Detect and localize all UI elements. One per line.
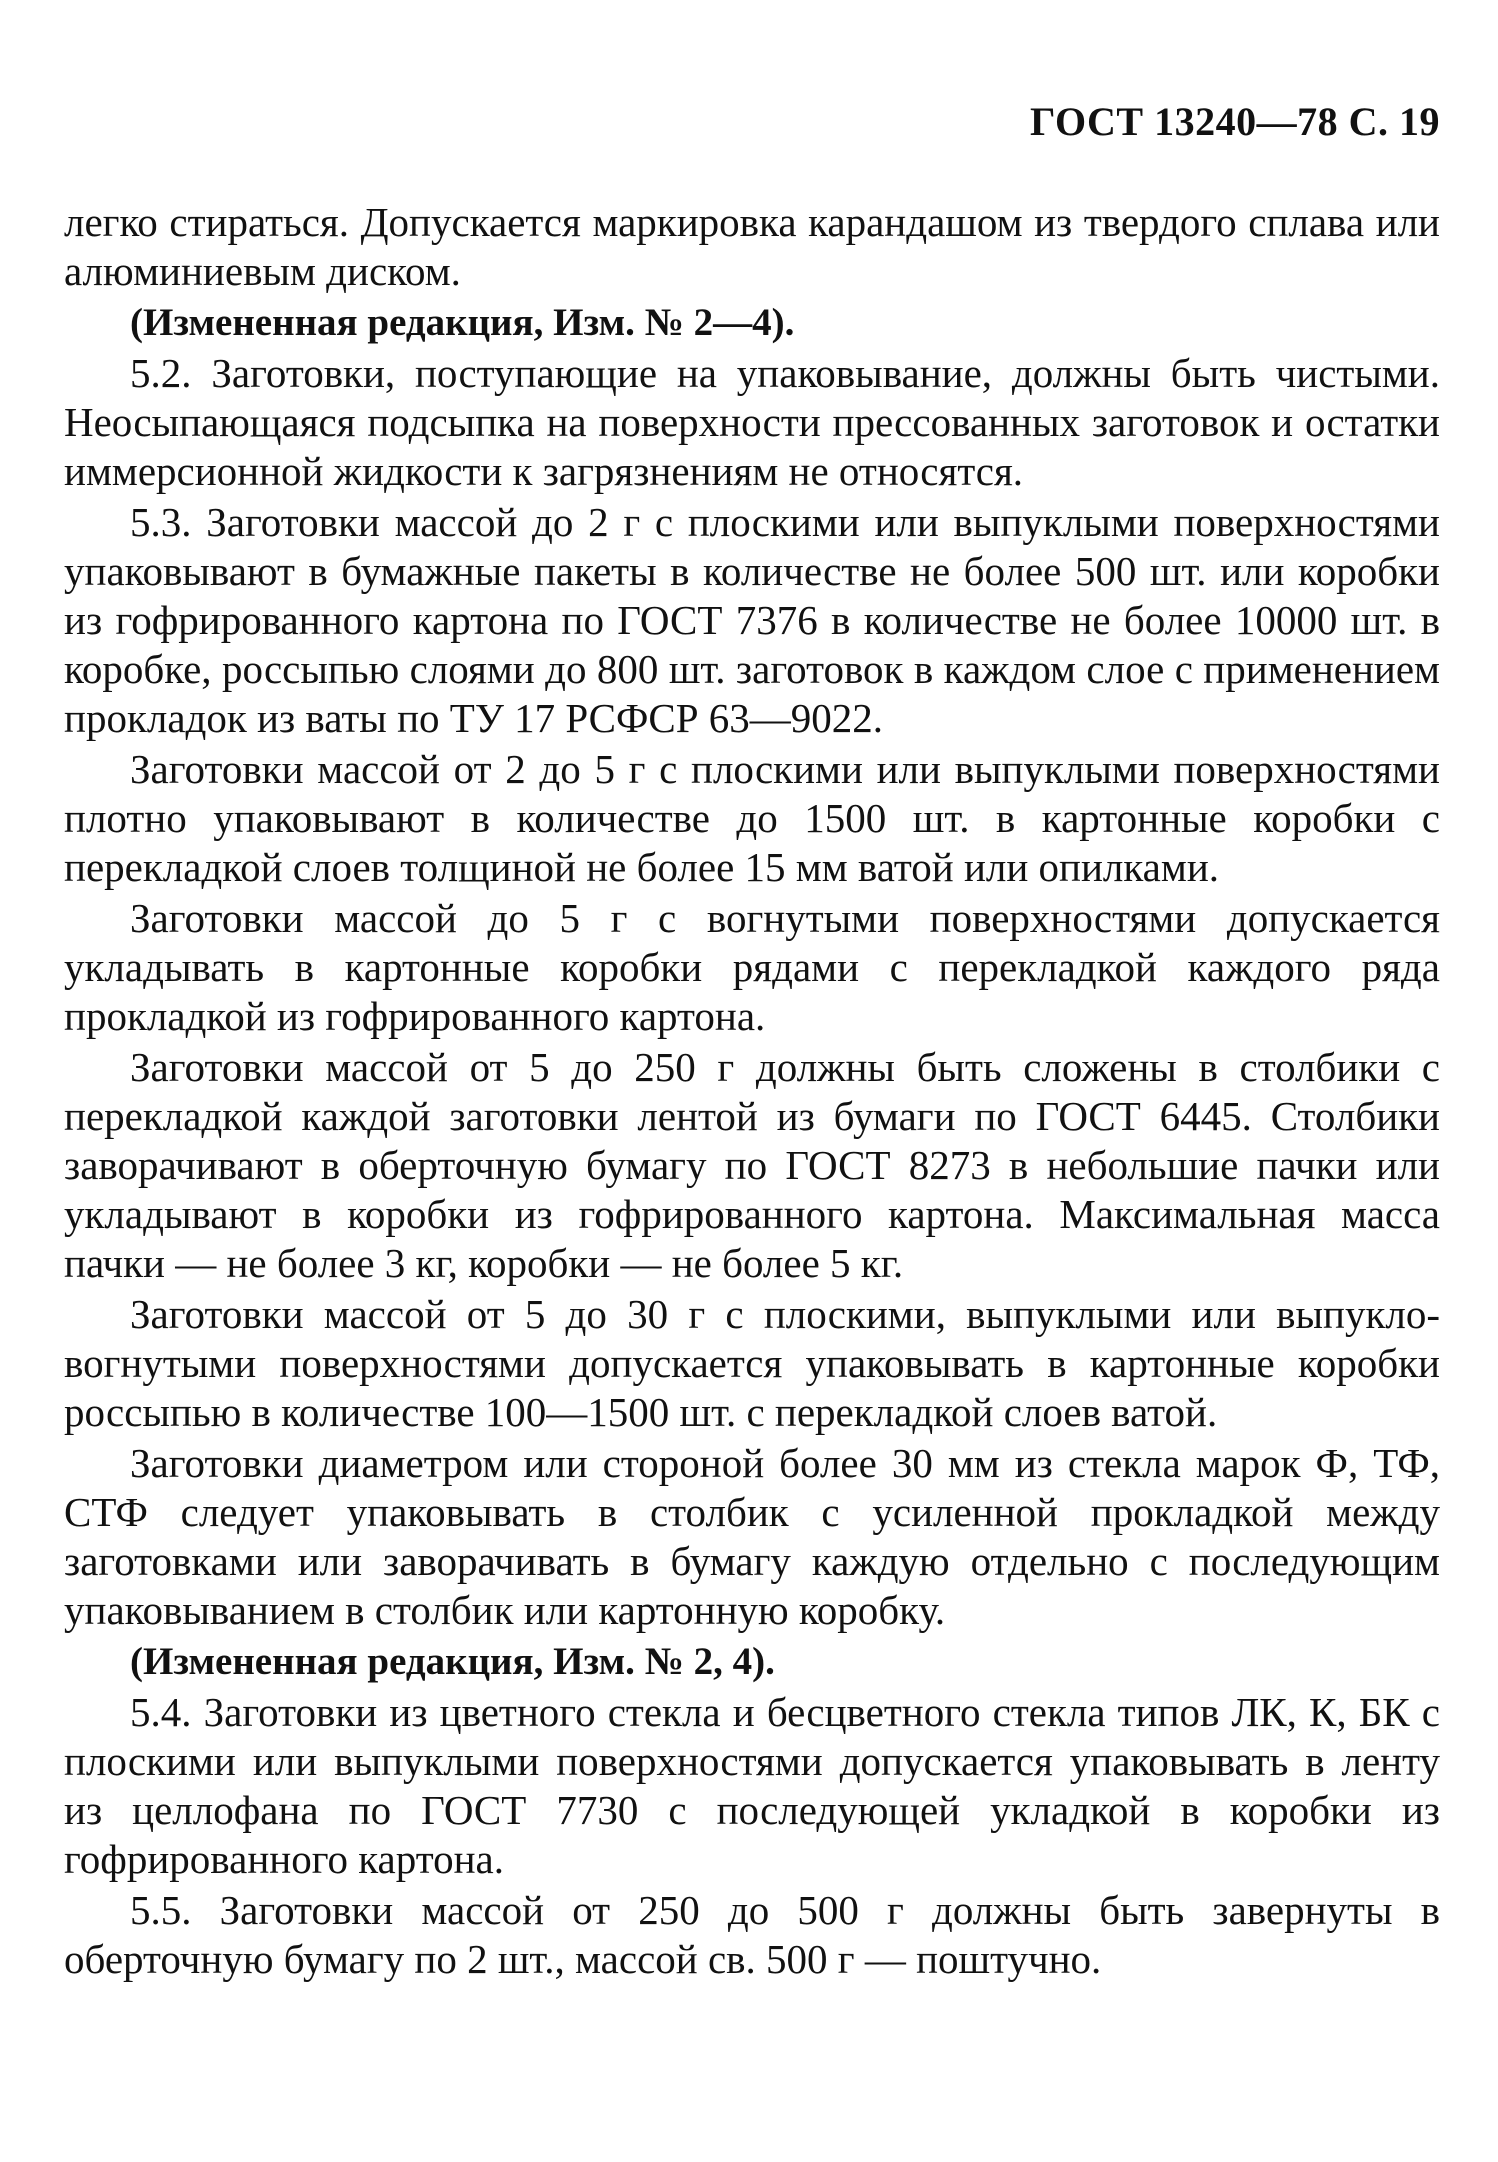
paragraph: Заготовки массой от 2 до 5 г с плоскими или выпуклыми поверхностями плотно упаковывают в количестве до 1500 шт. в картонные коробки с перекладкой слоев толщиной не более 15 мм ватой или опилками. xyxy=(64,746,1440,890)
document-body xyxy=(64,198,1440,1986)
paragraph: Заготовки массой от 5 до 250 г должны быть сложены в столбики с перекладкой каждой заготовки лентой из бумаги по ГОСТ 6445. Столбики заворачивают в оберточную бумагу по ГОСТ 8273 в небольшие пачки или укладывают в коробки из гофрированного картона. Максимальная масса пачки — не более 3 кг, коробки — не более 5 кг. xyxy=(64,1044,1440,1286)
revision-note: (Измененная редакция, Изм. № 2, 4). xyxy=(130,1640,775,1683)
page-header: ГОСТ 13240—78 С. 19 xyxy=(1029,99,1440,144)
paragraph-continuation: легко стираться. Допускается маркировка карандашом из твердого сплава или алюминиевым диском. xyxy=(64,199,1440,294)
paragraph: Заготовки массой до 5 г с вогнутыми поверхностями допускается укладывать в картонные коробки рядами с перекладкой каждого ряда прокладкой из гофрированного картона. xyxy=(64,895,1440,1039)
paragraph-5-5: 5.5. Заготовки массой от 250 до 500 г должны быть завернуты в оберточную бумагу по 2 шт., массой св. 500 г — поштучно. xyxy=(64,1887,1440,1982)
paragraph-5-2: 5.2. Заготовки, поступающие на упаковывание, должны быть чистыми. Неосыпающаяся подсыпка на поверхности прессованных заготовок и остатки иммерсионной жидкости к загрязнениям не относятся. xyxy=(64,350,1440,494)
paragraph-5-4: 5.4. Заготовки из цветного стекла и бесцветного стекла типов ЛК, К, БК с плоскими или выпуклыми поверхностями допускается упаковывать в ленту из целлофана по ГОСТ 7730 с последующей укладкой в коробки из гофрированного картона. xyxy=(64,1689,1440,1882)
paragraph: Заготовки диаметром или стороной более 30 мм из стекла марок Ф, ТФ, СТФ следует упаковывать в столбик с усиленной прокладкой между заготовками или заворачивать в бумагу каждую отдельно с последующим упаковыванием в столбик или картонную коробку. xyxy=(64,1440,1440,1633)
revision-note: (Измененная редакция, Изм. № 2—4). xyxy=(130,301,795,344)
paragraph-5-3: 5.3. Заготовки массой до 2 г с плоскими или выпуклыми поверхностями упаковывают в бумажные пакеты в количестве не более 500 шт. или коробки из гофрированного картона по ГОСТ 7376 в количестве не более 10000 шт. в коробке, россыпью слоями до 800 шт. заготовок в каждом слое с применением прокладок из ваты по ТУ 17 РСФСР 63—9022. xyxy=(64,499,1440,741)
paragraph: Заготовки массой от 5 до 30 г с плоскими, выпуклыми или выпукло-вогнутыми поверхностями допускается упаковывать в картонные коробки россыпью в количестве 100—1500 шт. с перекладкой слоев ватой. xyxy=(64,1291,1440,1435)
